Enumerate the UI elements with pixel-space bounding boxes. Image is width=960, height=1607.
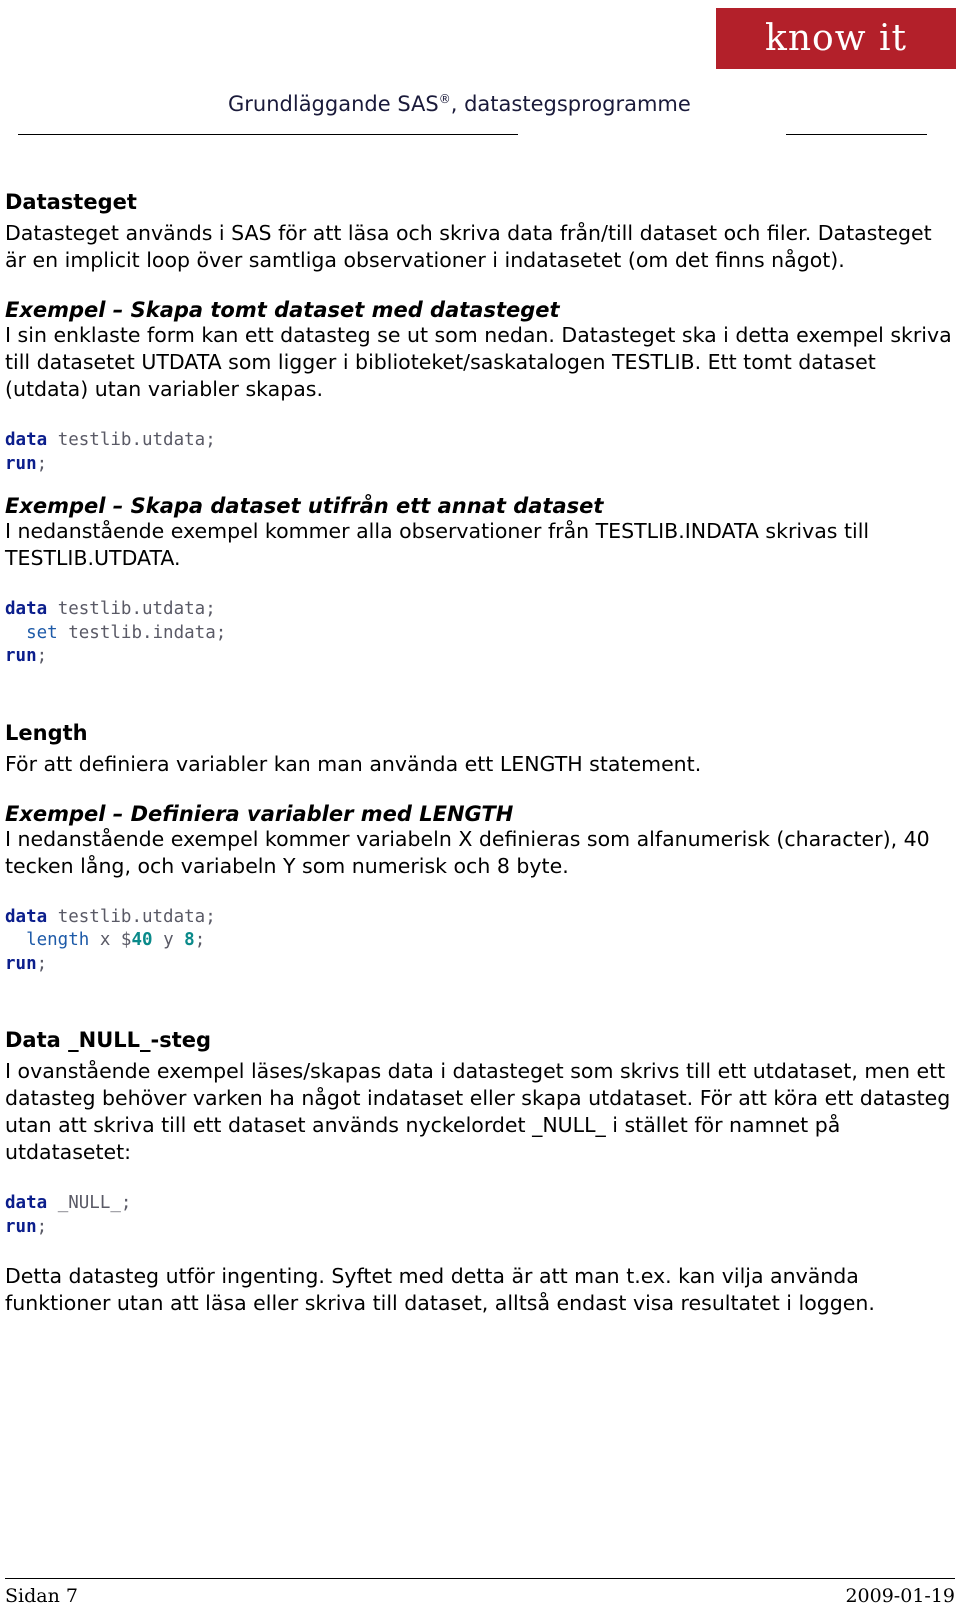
code-keyword: data <box>5 1193 48 1213</box>
example-title: Exempel – Definiera variabler med LENGTH <box>5 801 514 826</box>
code-keyword: run <box>5 453 37 474</box>
code-block <box>5 906 955 977</box>
paragraph: I sin enklaste form kan ett datasteg se ut som nedan. Datasteget ska i detta exempel skriva till datasetet UTDATA som ligger i biblioteket/saskatalogen TESTLIB. Ett tomt dataset (utdata) utan variabler skapas. <box>5 323 952 401</box>
code-keyword: run <box>5 1216 37 1237</box>
section-heading-datasteget: Datasteget <box>5 190 137 214</box>
paragraph: I nedanstående exempel kommer variabeln X definieras som alfanumerisk (character), 40 tecken lång, och variabeln Y som numerisk och 8 byte. <box>5 826 930 878</box>
code-keyword: run <box>5 646 37 666</box>
paragraph: Datasteget används i SAS för att läsa och skriva data från/till dataset och filer. Datasteget är en implicit loop över samtliga observationer i indatasetet (om det finns något). <box>5 221 932 272</box>
code-keyword: set <box>26 622 58 643</box>
paragraph: Detta datasteg utför ingenting. Syftet med detta är att man t.ex. kan vilja använda funktioner utan att läsa eller skriva till dataset, alltså endast visa resultatet i loggen. <box>5 1264 875 1315</box>
code-text: testlib.indata; <box>57 622 227 643</box>
code-text: ; <box>36 646 48 666</box>
code-text: testlib.utdata; <box>47 906 216 927</box>
document-header <box>228 92 691 116</box>
code-text: ; <box>36 453 48 474</box>
code-block <box>5 598 955 669</box>
header-rule-right <box>786 134 927 135</box>
code-keyword: data <box>5 599 48 619</box>
footer-rule <box>5 1578 955 1579</box>
example-title: Exempel – Skapa dataset utifrån ett annat dataset <box>5 494 604 518</box>
header-rule <box>18 134 518 135</box>
code-text: y <box>152 930 185 950</box>
code-text: testlib.utdata; <box>47 599 216 619</box>
section-heading-length: Length <box>5 720 88 745</box>
header-subtitle: , datastegsprogramme <box>450 92 691 116</box>
code-keyword: length <box>26 930 90 950</box>
paragraph: I ovanstående exempel läses/skapas data i datasteget som skrivs till ett utdataset, men ett datasteg behöver varken ha något indataset eller skapa utdataset. För att köra ett datasteg utan att skriva till ett dataset används nyckelordet _NULL_ i stället för namnet på utdatasetet: <box>5 1059 951 1164</box>
code-text: ; <box>36 1216 48 1237</box>
code-keyword: run <box>5 953 37 974</box>
code-text: _NULL_; <box>47 1193 132 1213</box>
document-body <box>5 190 955 1317</box>
example-title: Exempel – Skapa tomt dataset med datasteget <box>5 298 560 322</box>
code-number: 8 <box>184 930 195 950</box>
code-keyword: data <box>5 906 48 927</box>
code-block <box>5 429 955 476</box>
code-text: x $ <box>89 930 132 950</box>
paragraph: I nedanstående exempel kommer alla observationer från TESTLIB.INDATA skrivas till TESTLIB.UTDATA. <box>5 519 870 570</box>
registered-mark: ® <box>438 92 451 106</box>
page-number: Sidan 7 <box>5 1585 78 1607</box>
code-keyword: data <box>5 430 48 450</box>
code-text: ; <box>194 930 206 950</box>
header-title: Grundläggande SAS <box>228 92 439 116</box>
code-number: 40 <box>131 930 153 950</box>
paragraph: För att definiera variabler kan man använda ett LENGTH statement. <box>5 751 702 776</box>
code-text: testlib.utdata; <box>47 430 216 450</box>
code-text: ; <box>36 953 48 974</box>
section-heading-data-null: Data _NULL_-steg <box>5 1028 212 1052</box>
code-block <box>5 1192 955 1239</box>
company-logo: know it <box>716 8 956 69</box>
document-date: 2009-01-19 <box>845 1585 955 1607</box>
